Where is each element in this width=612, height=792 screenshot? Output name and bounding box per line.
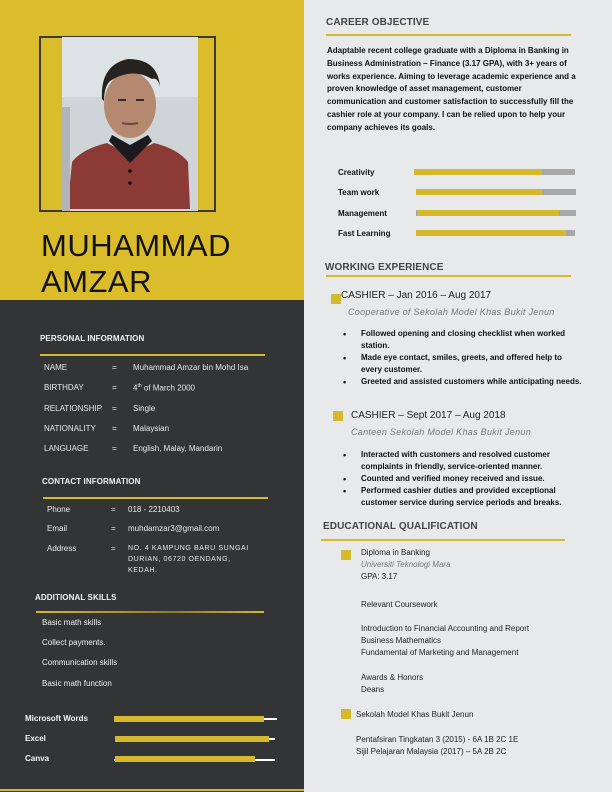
soft-skill-fill [416,189,542,195]
soft-skill-fill [417,210,559,216]
soft-skill-label: Creativity [338,168,375,177]
job-marker-icon [331,294,341,304]
job-title: CASHIER – Sept 2017 – Aug 2018 [351,410,506,421]
birthday-ordinal: th [137,383,142,389]
contact-info-divider [43,497,268,499]
info-separator: = [112,444,117,453]
info-separator: = [112,363,117,372]
education-divider [321,539,565,541]
diploma-institution: Universiti Teknologi Mara [361,560,451,569]
soft-skill-label: Fast Learning [338,229,391,238]
personal-info-heading: PERSONAL INFORMATION [40,334,145,343]
contact-separator: = [111,505,116,514]
school-name: Sekolah Model Khas Bukit Jenun [356,710,474,719]
software-skill-label: Excel [25,734,46,743]
email-value[interactable]: muhdamzar3@gmail.com [128,524,220,533]
info-key: RELATIONSHIP [44,404,103,413]
soft-skill-label: Management [338,209,387,218]
info-key: LANGUAGE [44,444,89,453]
birthday-day: 4 [133,383,138,393]
awards-title: Awards & Honors [361,673,424,682]
job-duty: • Interacted with customers and resolved customer complaints in friendly, service-oriented manner. [343,449,583,473]
birthday-rest: of March 2000 [141,383,195,393]
software-skill-label: Canva [25,754,50,763]
additional-skills-heading: ADDITIONAL SKILLS [35,593,117,602]
job-marker-icon [333,411,343,421]
soft-skill-bar-creativity [414,169,575,175]
contact-key: Address [47,544,77,553]
info-key: NAME [44,363,68,372]
profile-photo [62,37,198,211]
awards-value: Deans [361,685,385,694]
school-results [356,734,518,758]
software-skill-bar-excel [115,736,269,742]
contact-info-heading: CONTACT INFORMATION [42,477,141,486]
career-objective-divider [326,34,571,36]
soft-skill-bar-fast-learning [416,230,575,236]
soft-skill-bar-team-work [416,189,576,195]
contact-separator: = [111,544,116,553]
additional-skill-item: Basic math skills [42,618,102,627]
soft-skill-label: Team work [338,188,380,197]
software-skill-bar-canva [115,756,255,762]
info-separator: = [112,404,117,413]
coursework-list [361,623,529,659]
additional-skill-item: Basic math function [42,679,112,688]
education-heading: EDUCATIONAL QUALIFICATION [323,521,478,532]
career-objective-text: Adaptable recent college graduate with a Diploma in Banking in Business Administration – Finance (3.17 GPA), with 3+ years of works experience. Aiming to leverage academic experience and a proven knowledge of asset management, customer communication and customer satisfaction to successfully fill the cashier role at your company. I can be relied upon to help your company achieves its goals. [327,46,576,132]
info-key: BIRTHDAY [44,383,84,392]
awards-block [361,672,423,696]
phone-value[interactable]: 018 - 2210403 [128,505,180,514]
diploma-block [361,547,451,583]
contact-key: Phone [47,505,71,514]
contact-key: Email [47,524,68,533]
coursework-title: Relevant Coursework [361,600,438,609]
working-experience-divider [326,275,571,277]
last-name: AMZAR [41,264,152,299]
first-name: MUHAMMAD [41,228,231,263]
career-objective-heading: CAREER OBJECTIVE [326,17,430,28]
job-duty: • Counted and verified money received and issue. [343,473,583,485]
soft-skill-fill [416,230,566,236]
contact-separator: = [111,524,116,533]
job-organization: Cooperative of Sekolah Model Khas Bukit Jenun [348,307,555,317]
info-value [133,383,195,393]
diploma-gpa: GPA: 3.17 [361,572,398,581]
info-separator: = [112,424,117,433]
info-value: Muhammad Amzar bin Mohd Isa [133,363,249,372]
diploma-name: Diploma in Banking [361,548,430,557]
soft-skill-fill [414,169,542,175]
additional-skill-item: Collect payments. [42,638,106,647]
address-value: NO. 4 KAMPUNG BARU SUNGAI DURIAN, 06720 OENDANG, KEDAH. [128,545,249,574]
job-duty: • Greeted and assisted customers while anticipating needs. [343,376,583,388]
personal-info-divider [40,354,265,356]
job-duties-list [343,449,583,509]
candidate-name [41,228,231,300]
info-key: NATIONALITY [44,424,96,433]
school-result: Sijil Pelajaran Malaysia (2017) – 5A 2B 2C [356,747,507,756]
info-value: Malaysian [133,424,170,433]
job-duty: • Made eye contact, smiles, greets, and offered help to every customer. [343,352,583,376]
school-result: Pentafsiran Tingkatan 3 (2015) - 6A 1B 2C 1E [356,735,519,744]
education-marker-icon [341,550,351,560]
info-value: Single [133,404,156,413]
sidebar-bottom-rule [0,789,304,791]
job-organization: Canteen Sekolah Model Khas Bukit Jenun [351,427,532,437]
soft-skill-bar-management [416,210,576,216]
working-experience-heading: WORKING EXPERIENCE [325,262,444,273]
job-title: CASHIER – Jan 2016 – Aug 2017 [341,290,492,301]
additional-skills-divider [36,611,264,613]
education-marker-icon [341,709,351,719]
software-skill-bar-microsoft-words [114,716,264,722]
job-duty: • Performed cashier duties and provided exceptional customer service during service periods and breaks. [343,485,583,509]
coursework-item: Introduction to Financial Accounting and Report [361,624,530,633]
coursework-item: Fundamental of Marketing and Management [361,648,519,657]
info-separator: = [112,383,117,392]
job-duties-list [343,328,583,388]
coursework-item: Business Mathematics [361,636,442,645]
additional-skill-item: Communication skills [42,658,118,667]
info-value: English, Malay, Mandarin [133,444,223,453]
software-skill-label: Microsoft Words [25,714,88,723]
job-duty: • Followed opening and closing checklist when worked station. [343,328,583,352]
